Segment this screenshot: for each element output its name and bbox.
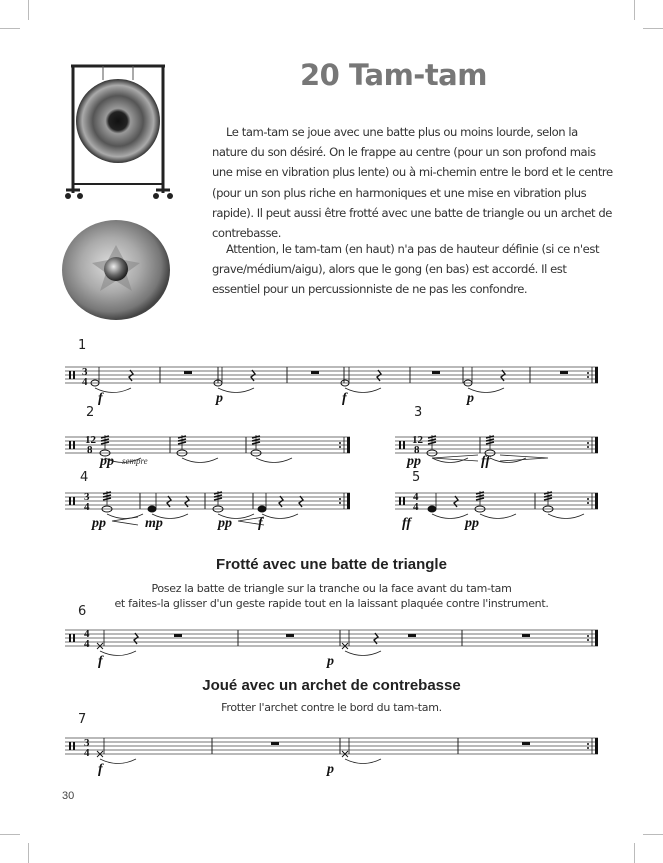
dynamic-mark: pp [100,454,114,469]
whole-rest [522,634,530,637]
tie [262,514,298,519]
tremolo-stroke [486,436,494,438]
dynamic-mark: pp [92,516,106,531]
tie [432,514,468,519]
percussion-clef [403,441,405,449]
exercise-number: 1 [78,338,87,353]
time-signature [413,491,419,513]
repeat-dot [587,635,589,637]
tremolo-stroke [101,442,109,444]
percussion-clef [69,371,71,379]
svg-text:8: 8 [414,444,420,456]
dynamic-mark: p [327,762,334,777]
exercise-number: 3 [414,405,423,420]
dynamic-mark: p [216,391,223,406]
section-instruction: et faites-la glisser d'un geste rapide tout en la laissant plaquée contre l'instrument. [114,597,549,610]
tremolo-stroke [476,498,484,500]
whole-rest [184,371,192,374]
svg-text:3: 3 [84,737,90,749]
time-signature [84,491,90,513]
repeat-dot [587,372,589,374]
dynamic-mark: pp [465,516,479,531]
percussion-clef [73,441,75,449]
tremolo-stroke [103,492,111,494]
tremolo-stroke [214,492,222,494]
repeat-dot [339,442,341,444]
percussion-clef [69,742,71,750]
svg-text:4: 4 [84,638,90,650]
repeat-dot [587,446,589,448]
repeat-dot [587,376,589,378]
percussion-clef [399,441,401,449]
svg-text:12: 12 [412,434,423,446]
dynamic-mark: p [327,654,334,669]
repeat-dot [339,446,341,448]
repeat-dot [587,442,589,444]
percussion-clef [403,497,405,505]
dynamic-mark: mp [145,516,163,531]
dynamic-mark: f [98,762,103,777]
dynamic-mark: f [258,516,263,531]
percussion-clef [69,441,71,449]
page-number: 30 [62,790,75,802]
repeat-dot [587,639,589,641]
svg-text:4: 4 [84,747,90,759]
notehead [428,506,436,512]
dynamic-mark: f [98,654,103,669]
dynamic-mark: ff [402,516,412,531]
svg-text:4: 4 [84,628,90,640]
whole-rest [522,742,530,745]
dynamic-mark: f [98,391,103,406]
repeat-dot [339,502,341,504]
svg-text:4: 4 [84,501,90,513]
repeat-dot [339,498,341,500]
final-barline [595,493,598,509]
svg-text:8: 8 [87,444,93,456]
svg-text:12: 12 [85,434,96,446]
dynamic-mark: ff [481,454,491,469]
tremolo-stroke [214,498,222,500]
tie [256,458,292,463]
whole-rest [560,371,568,374]
tremolo-stroke [252,436,260,438]
exercise-number: 7 [78,712,87,727]
whole-rest [174,634,182,637]
final-barline [595,738,598,754]
notehead [258,506,266,512]
exercise-number: 4 [80,470,89,485]
percussion-clef [73,497,75,505]
whole-rest [408,634,416,637]
warning-paragraph: Attention, le tam-tam (en haut) n'a pas de hauteur définie (si ce n'est grave/médium/aigu), alors que le gong (en bas) est accordé. Il est essentiel pour un percussionniste de ne pas les confondre. [212,242,600,297]
tie [100,759,136,764]
final-barline [347,493,350,509]
whole-rest [311,371,319,374]
tie [182,458,218,463]
tremolo-stroke [428,442,436,444]
svg-text:3: 3 [84,491,90,503]
dynamic-mark: f [342,391,347,406]
tremolo-stroke [103,498,111,500]
time-signature [82,366,88,388]
dynamic-mark: pp [218,516,232,531]
section-instruction: Frotter l'archet contre le bord du tam-tam. [221,701,442,714]
svg-text:4: 4 [82,376,88,388]
dynamic-mark: p [467,391,474,406]
intro-paragraph: Le tam-tam se joue avec une batte plus ou moins lourde, selon la nature du son désiré. On le frappe au centre (pour un son profond mais une mise en vibration plus lente) ou à mi-chemin entre le bord et le centre (pour un son plus riche en harmoniques et une mise en vibration plus rapide). Il peut aussi être frotté avec une batte de triangle ou un archet de contrebasse. [212,125,613,241]
whole-rest [271,742,279,745]
tie [345,388,381,393]
tremolo-stroke [178,442,186,444]
exercise-number: 2 [86,405,95,420]
exercise-number: 5 [412,470,421,485]
page-title: 20 Tam-tam [300,58,487,92]
percussion-clef [73,742,75,750]
percussion-clef [69,634,71,642]
tremolo-stroke [486,442,494,444]
final-barline [595,367,598,383]
whole-rest [432,371,440,374]
svg-text:4: 4 [413,501,419,513]
exercise-number: 6 [78,604,87,619]
time-signature [84,628,90,650]
tremolo-stroke [476,492,484,494]
tie [480,514,516,519]
percussion-clef [73,634,75,642]
time-signature [84,737,90,759]
section-heading: Frotté avec une batte de triangle [216,556,447,573]
percussion-clef [399,497,401,505]
tie [218,388,254,393]
percussion-clef [73,371,75,379]
tremolo-stroke [544,498,552,500]
final-barline [347,437,350,453]
tie [345,651,381,656]
tie [107,514,143,519]
repeat-dot [587,747,589,749]
svg-text:3: 3 [82,366,88,378]
svg-text:4: 4 [413,491,419,503]
tremolo-stroke [101,436,109,438]
tie [100,651,136,656]
tremolo-stroke [544,492,552,494]
notehead [148,506,156,512]
expression-mark: sempre [122,456,148,466]
final-barline [595,630,598,646]
percussion-clef [69,497,71,505]
whole-rest [286,634,294,637]
final-barline [595,437,598,453]
repeat-dot [587,743,589,745]
tremolo-stroke [428,436,436,438]
section-instruction: Posez la batte de triangle sur la tranche ou la face avant du tam-tam [151,582,512,595]
dynamic-mark: pp [407,454,421,469]
repeat-dot [587,498,589,500]
tie [548,514,584,519]
repeat-dot [587,502,589,504]
tremolo-stroke [178,436,186,438]
tremolo-stroke [252,442,260,444]
section-heading: Joué avec un archet de contrebasse [202,677,461,694]
tie [345,759,381,764]
